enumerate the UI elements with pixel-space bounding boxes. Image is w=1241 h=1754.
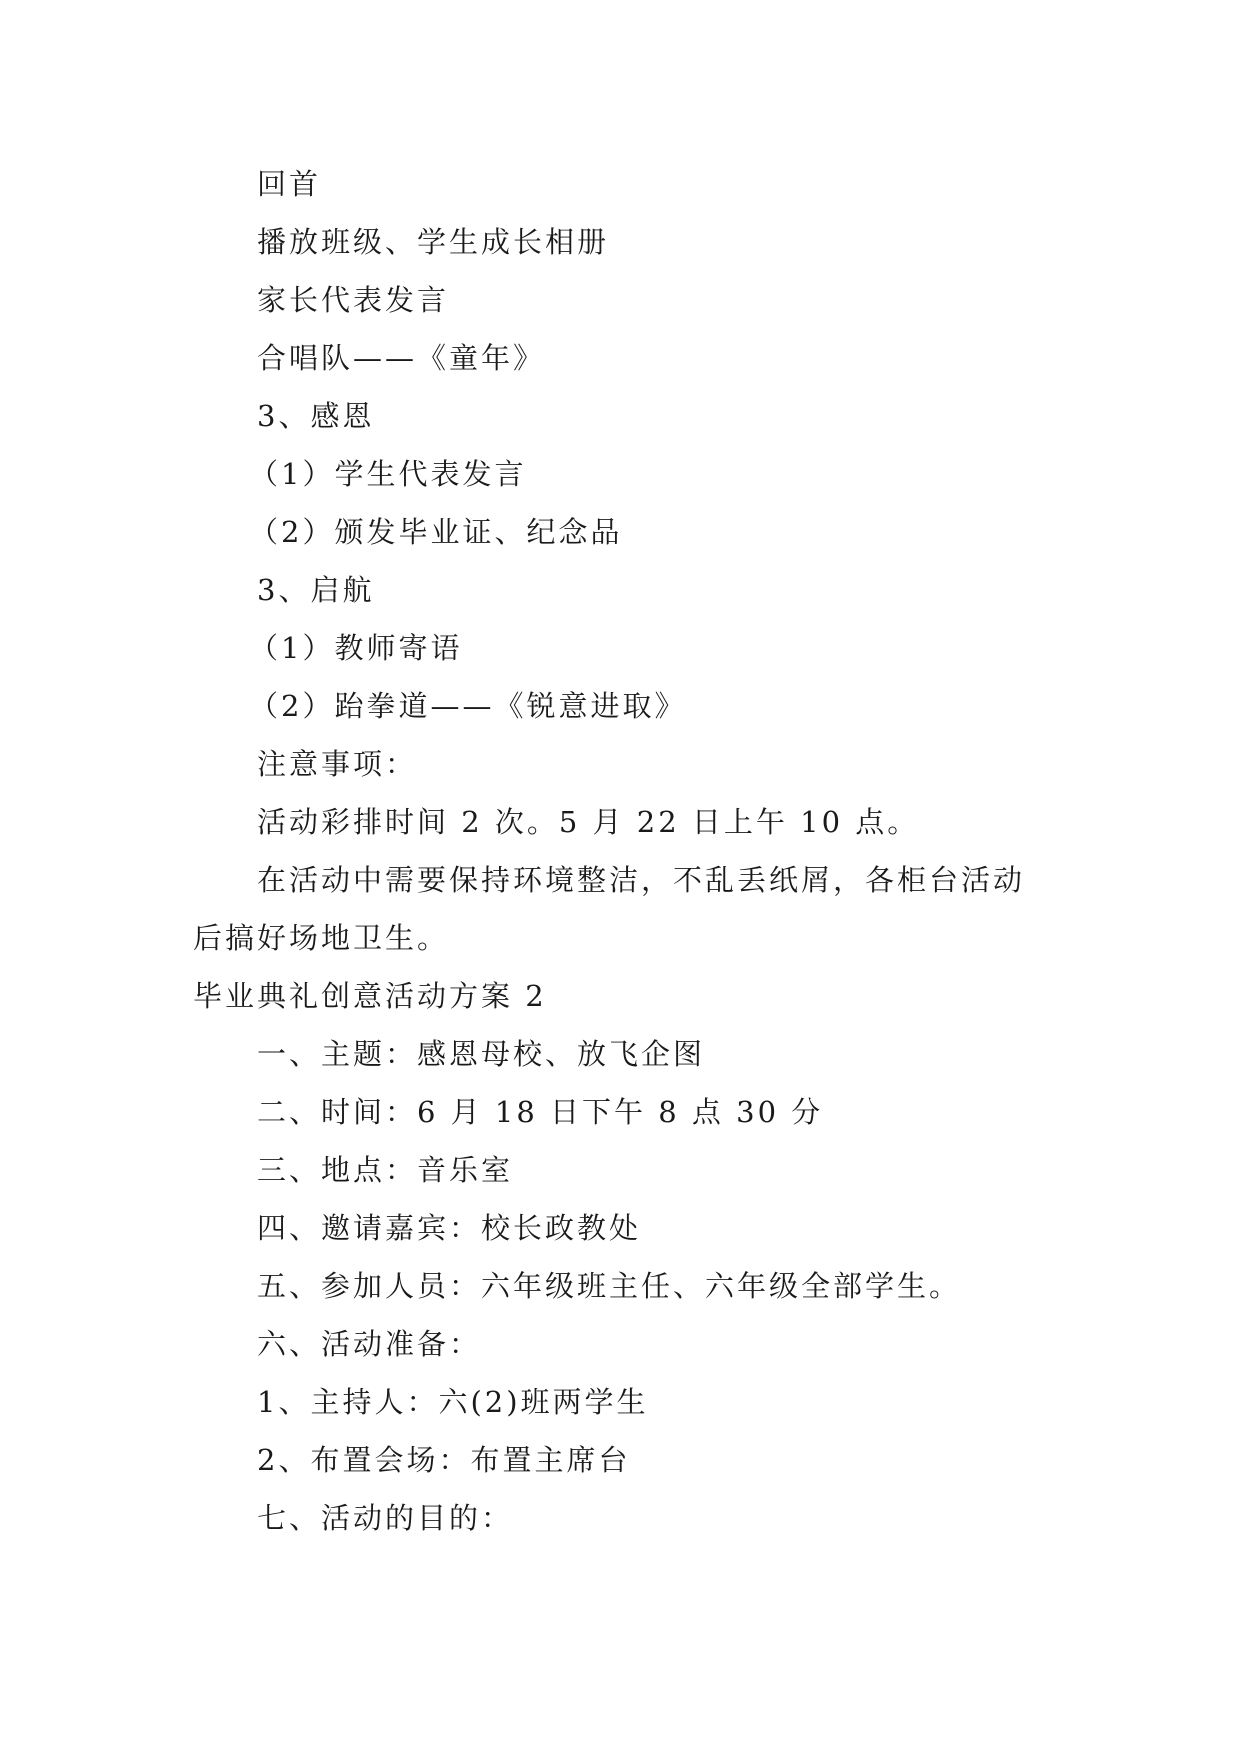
list-item: （2）跆拳道——《锐意进取》 xyxy=(249,689,687,723)
list-item: （1）学生代表发言 xyxy=(249,457,527,491)
text-line: 2、布置会场：布置主席台 xyxy=(257,1443,631,1477)
text-line: 五、参加人员：六年级班主任、六年级全部学生。 xyxy=(257,1269,962,1303)
text-line: 一、主题：感恩母校、放飞企图 xyxy=(257,1037,706,1071)
text-paragraph: 在活动中需要保持环境整洁，不乱丢纸屑，各柜台活动后搞好场地卫生。 xyxy=(193,863,1026,955)
text-line: 二、时间：6 月 18 日下午 8 点 30 分 xyxy=(257,1095,824,1129)
section-heading: 3、启航 xyxy=(257,573,375,607)
text-line: 四、邀请嘉宾：校长政教处 xyxy=(257,1211,642,1245)
text-line: 家长代表发言 xyxy=(257,283,450,317)
text-line: 播放班级、学生成长相册 xyxy=(257,225,610,259)
plan-title: 毕业典礼创意活动方案 2 xyxy=(193,979,547,1013)
text-line: 七、活动的目的： xyxy=(257,1501,514,1535)
notes-heading: 注意事项： xyxy=(257,747,418,781)
document-body xyxy=(193,155,1055,1547)
text-line: 1、主持人：六(2)班两学生 xyxy=(257,1385,649,1419)
text-line: 合唱队——《童年》 xyxy=(257,341,546,375)
text-line: 回首 xyxy=(257,167,322,201)
text-line: 三、地点：音乐室 xyxy=(257,1153,514,1187)
text-line: 活动彩排时间 2 次。5 月 22 日上午 10 点。 xyxy=(257,805,920,839)
section-heading: 3、感恩 xyxy=(257,399,375,433)
list-item: （2）颁发毕业证、纪念品 xyxy=(249,515,623,549)
list-item: （1）教师寄语 xyxy=(249,631,463,665)
text-line: 六、活动准备： xyxy=(257,1327,482,1361)
